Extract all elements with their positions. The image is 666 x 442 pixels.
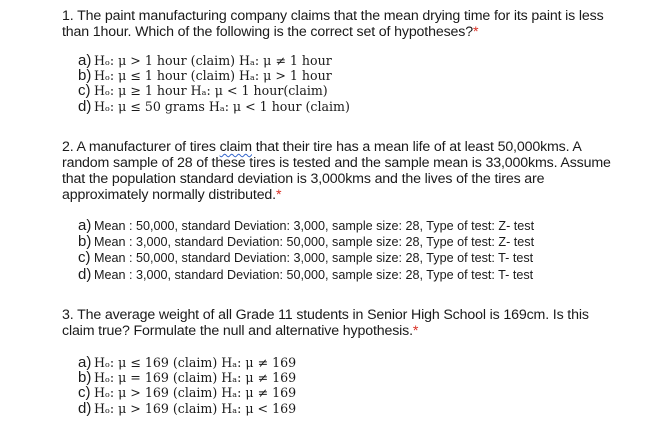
question-3 xyxy=(62,307,622,417)
question-2-prompt-start: 2. A manufacturer of tires xyxy=(62,139,220,155)
option-letter: d) xyxy=(78,399,92,417)
option-text: Hₒ: μ ≤ 50 grams Hₐ: μ < 1 hour (claim) xyxy=(94,98,350,114)
question-1 xyxy=(62,8,622,115)
option-3a[interactable] xyxy=(78,355,296,370)
question-2-text xyxy=(62,139,622,203)
option-2a[interactable] xyxy=(78,218,534,234)
option-text: Mean : 3,000, standard Deviation: 50,000, sample size: 28, Type of test: Z- test xyxy=(94,235,535,250)
required-asterisk: * xyxy=(412,323,419,339)
option-2b[interactable] xyxy=(78,234,534,250)
option-letter: b) xyxy=(78,67,92,85)
option-text: Mean : 50,000, standard Deviation: 3,000, sample size: 28, Type of test: Z- test xyxy=(94,219,535,233)
option-3d[interactable] xyxy=(78,401,296,416)
question-2 xyxy=(62,139,622,283)
question-1-text xyxy=(62,8,622,40)
option-letter: a) xyxy=(78,217,92,234)
option-text: Mean : 3,000, standard Deviation: 50,000, sample size: 28, Type of test: T- test xyxy=(94,267,534,282)
option-letter: b) xyxy=(78,233,92,251)
option-letter: d) xyxy=(78,265,92,283)
option-text: Hₒ: μ ≤ 1 hour (claim) Hₐ: μ > 1 hour xyxy=(94,68,332,84)
question-3-text xyxy=(62,307,622,339)
question-3-prompt: 3. The average weight of all Grade 11 students in Senior High School is 169cm. Is this claim true? Formulate the null and alternative hypothesis. xyxy=(62,307,589,339)
option-text: Mean : 50,000, standard Deviation: 3,000, sample size: 28, Type of test: T- test xyxy=(94,251,534,266)
option-letter: d) xyxy=(78,97,92,115)
option-1a[interactable] xyxy=(78,53,350,68)
required-asterisk: * xyxy=(275,187,282,203)
question-2-prompt-end: that their tire has a mean life of at least 50,000kms. A random sample of 28 of these tires is tested and the sample mean is 33,000kms. Assume that the population standard deviation is 3,000kms and the lives of the tires are approximately normally distributed. xyxy=(62,139,611,203)
option-text: Hₒ: μ > 169 (claim) Hₐ: μ < 169 xyxy=(94,400,297,416)
option-letter: c) xyxy=(78,249,91,267)
option-1d[interactable] xyxy=(78,99,350,114)
option-3c[interactable] xyxy=(78,385,296,400)
option-text: Hₒ: μ > 169 (claim) Hₐ: μ ≠ 169 xyxy=(94,385,297,401)
spellcheck-word: claim xyxy=(219,139,252,155)
required-asterisk: * xyxy=(472,24,479,40)
option-2d[interactable] xyxy=(78,267,534,283)
option-text: Hₒ: μ ≤ 169 (claim) Hₐ: μ ≠ 169 xyxy=(94,355,297,370)
option-letter: c) xyxy=(78,384,91,402)
option-letter: a) xyxy=(78,354,92,371)
option-letter: a) xyxy=(78,52,92,69)
option-letter: b) xyxy=(78,369,92,387)
option-1c[interactable] xyxy=(78,83,350,98)
option-text: Hₒ: μ ≥ 1 hour Hₐ: μ < 1 hour(claim) xyxy=(94,83,328,99)
question-3-options xyxy=(78,355,296,416)
option-letter: c) xyxy=(78,82,91,100)
option-1b[interactable] xyxy=(78,68,350,83)
option-text: Hₒ: μ = 169 (claim) Hₐ: μ ≠ 169 xyxy=(94,370,297,386)
option-3b[interactable] xyxy=(78,370,296,385)
question-1-options xyxy=(78,53,350,114)
question-2-options xyxy=(78,218,534,283)
option-text: Hₒ: μ > 1 hour (claim) Hₐ: μ ≠ 1 hour xyxy=(94,53,332,68)
question-1-prompt: 1. The paint manufacturing company claims that the mean drying time for its paint is less than 1hour. Which of the following is the correct set of hypotheses? xyxy=(62,8,604,40)
option-2c[interactable] xyxy=(78,250,534,266)
